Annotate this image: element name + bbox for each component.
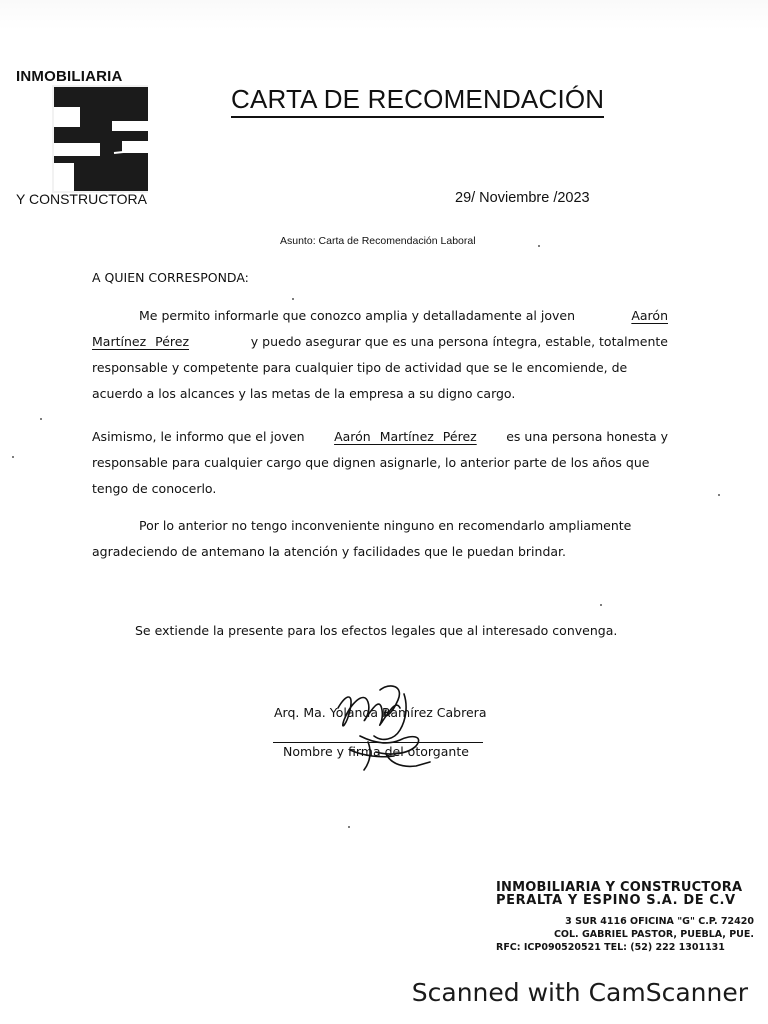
letter-greeting: A QUIEN CORRESPONDA: (92, 270, 249, 285)
scan-speck (348, 826, 350, 828)
paragraph-line (92, 539, 668, 565)
paragraph-line (92, 424, 668, 450)
stamp-line: RFC: ICP090520521 TEL: (52) 222 1301131 (496, 942, 725, 953)
company-logo (16, 68, 161, 208)
paragraph-text: y puedo asegurar que es una persona íntegra, estable, totalmente (250, 334, 668, 349)
scan-speck (292, 298, 294, 300)
paragraph-text: Me permito informarle que conozco amplia y detalladamente al joven (139, 308, 576, 323)
logo-pe-mark-icon (52, 85, 148, 193)
paragraph-line (92, 303, 668, 329)
logo-bottom-text: Y CONSTRUCTORA (16, 191, 147, 207)
stamp-line: INMOBILIARIA Y CONSTRUCTORA (496, 880, 743, 895)
paragraph-text: responsable para cualquier cargo que dignen asignarle, lo anterior parte de los años que (92, 455, 650, 470)
scan-speck (12, 456, 14, 458)
candidate-first-name: Aarón (631, 308, 668, 323)
camscanner-watermark: Scanned with CamScanner (411, 978, 748, 1007)
paragraph-2 (92, 424, 668, 502)
paragraph-text: acuerdo a los alcances y las metas de la empresa a su digno cargo. (92, 386, 516, 401)
letter-subject: Asunto: Carta de Recomendación Laboral (280, 235, 476, 247)
signer-name: Arq. Ma. Yolanda Ramírez Cabrera (274, 705, 487, 720)
paragraph-line (92, 329, 668, 355)
handwritten-signature-icon (320, 680, 440, 780)
paragraph-line (92, 476, 668, 502)
scan-speck (40, 418, 42, 420)
paragraph-line (92, 355, 668, 381)
paragraph-text: agradeciendo de antemano la atención y facilidades que le puedan brindar. (92, 544, 567, 559)
paragraph-text: tengo de conocerlo. (92, 481, 217, 496)
paragraph-1 (92, 303, 668, 407)
candidate-last-names: Martínez Pérez (92, 334, 190, 349)
paragraph-line (92, 513, 668, 539)
scan-speck (600, 604, 602, 606)
logo-top-text: INMOBILIARIA (16, 68, 123, 85)
paragraph-line (92, 381, 668, 407)
scan-speck (538, 245, 540, 247)
stamp-line: COL. GABRIEL PASTOR, PUEBLA, PUE. (553, 929, 754, 940)
stamp-line: 3 SUR 4116 OFICINA "G" C.P. 72420 (565, 916, 754, 927)
company-stamp (496, 880, 754, 953)
scan-edge (0, 0, 768, 30)
closing-sentence: Se extiende la presente para los efectos legales que al interesado convenga. (135, 623, 618, 638)
letter-date: 29/ Noviembre /2023 (455, 190, 590, 206)
letter-title: CARTA DE RECOMENDACIÓN (231, 84, 604, 118)
paragraph-line (92, 450, 668, 476)
candidate-full-name: Aarón Martínez Pérez (334, 429, 477, 444)
paragraph-3 (92, 513, 668, 565)
scan-speck (718, 494, 720, 496)
paragraph-text: responsable y competente para cualquier tipo de actividad que se le encomiende, de (92, 360, 628, 375)
signature-caption: Nombre y firma del otorgante (283, 744, 469, 759)
paragraph-text: Asimismo, le informo que el joven (92, 429, 305, 444)
paragraph-text: Por lo anterior no tengo inconveniente ninguno en recomendarlo ampliamente (139, 518, 632, 533)
stamp-line: PERALTA Y ESPINO S.A. DE C.V (496, 893, 736, 908)
paragraph-text: es una persona honesta y (506, 429, 668, 444)
